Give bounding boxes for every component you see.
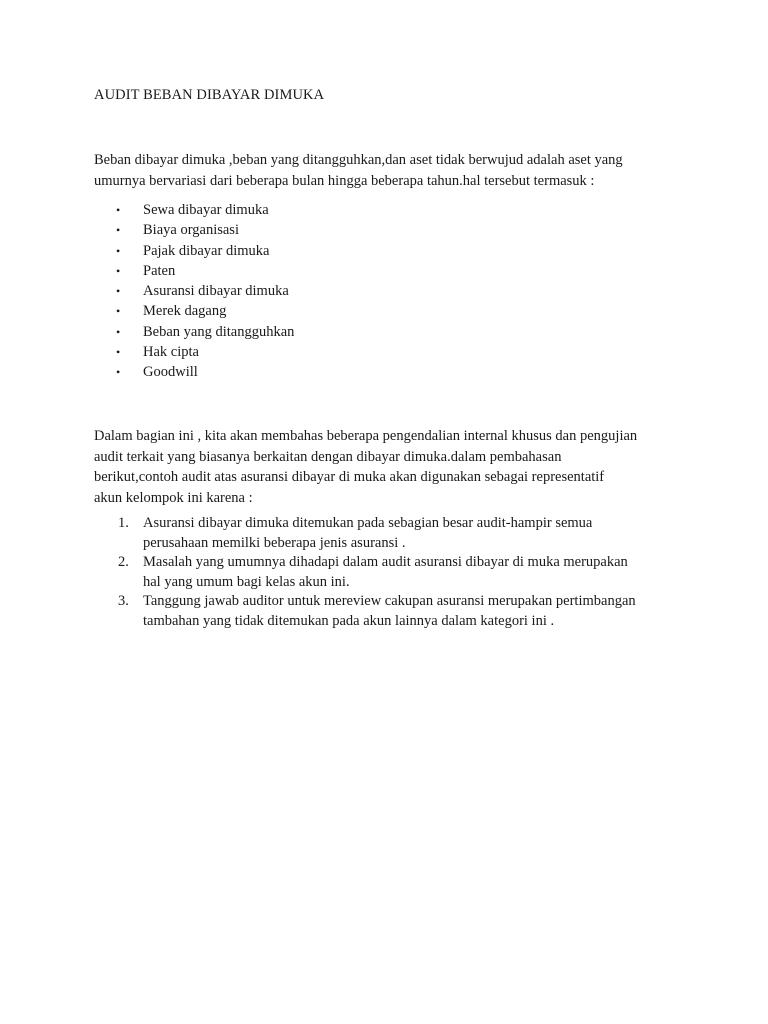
list-item-text: Biaya organisasi	[143, 222, 239, 239]
item-number: 1.	[118, 515, 129, 531]
list-item-text: Merek dagang	[143, 303, 227, 320]
bullet-icon: •	[116, 263, 121, 278]
section-paragraph	[94, 426, 637, 508]
item-number: 3.	[118, 593, 129, 609]
numbered-list	[94, 514, 636, 631]
section-line: Dalam bagian ini , kita akan membahas beberapa pengendalian internal khusus dan pengujian	[94, 428, 638, 444]
list-item-text: Sewa dibayar dimuka	[143, 202, 269, 218]
intro-paragraph	[94, 150, 623, 191]
item-text	[143, 592, 636, 631]
intro-line: Beban dibayar dimuka ,beban yang ditangguhkan,dan aset tidak berwujud adalah aset yang	[94, 152, 623, 168]
item-line: Masalah yang umumnya dihadapi dalam audit asuransi dibayar di muka merupakan	[143, 554, 628, 570]
bullet-icon: •	[116, 365, 121, 380]
numbered-item	[94, 592, 636, 631]
list-item-text: Goodwill	[143, 364, 198, 381]
numbered-item	[94, 553, 636, 592]
item-text	[143, 553, 636, 592]
item-number: 2.	[118, 554, 129, 570]
intro-line: umurnya bervariasi dari beberapa bulan hingga beberapa tahun.hal tersebut termasuk :	[94, 172, 595, 189]
section-line: akun kelompok ini karena :	[94, 489, 253, 506]
bullet-icon: •	[116, 345, 121, 360]
list-item-text: Hak cipta	[143, 344, 199, 361]
item-text	[143, 514, 636, 553]
item-line: hal yang umum bagi kelas akun ini.	[143, 573, 350, 590]
bullet-icon: •	[116, 203, 121, 217]
list-item-text: Paten	[143, 262, 176, 279]
section-line: berikut,contoh audit atas asuransi dibayar di muka akan digunakan sebagai representatif	[94, 469, 605, 485]
bullet-icon: •	[116, 223, 121, 238]
item-line: Tanggung jawab auditor untuk mereview cakupan asuransi merupakan pertimbangan	[143, 593, 636, 609]
numbered-item	[94, 514, 636, 553]
list-item-text: Asuransi dibayar dimuka	[143, 283, 289, 300]
section-line: audit terkait yang biasanya berkaitan dengan dibayar dimuka.dalam pembahasan	[94, 448, 562, 465]
list-item-text: Beban yang ditangguhkan	[143, 323, 295, 340]
bullet-icon: •	[116, 304, 121, 319]
item-line: tambahan yang tidak ditemukan pada akun lainnya dalam kategori ini .	[143, 612, 555, 629]
bullet-icon: •	[116, 284, 121, 299]
list-item-text: Pajak dibayar dimuka	[143, 242, 270, 259]
bullet-icon: •	[116, 243, 121, 258]
bullet-icon: •	[116, 324, 121, 339]
document-title: AUDIT BEBAN DIBAYAR DIMUKA	[94, 87, 325, 103]
item-line: perusahaan memilki beberapa jenis asuransi .	[143, 534, 406, 551]
item-line: Asuransi dibayar dimuka ditemukan pada sebagian besar audit-hampir semua	[143, 515, 593, 531]
